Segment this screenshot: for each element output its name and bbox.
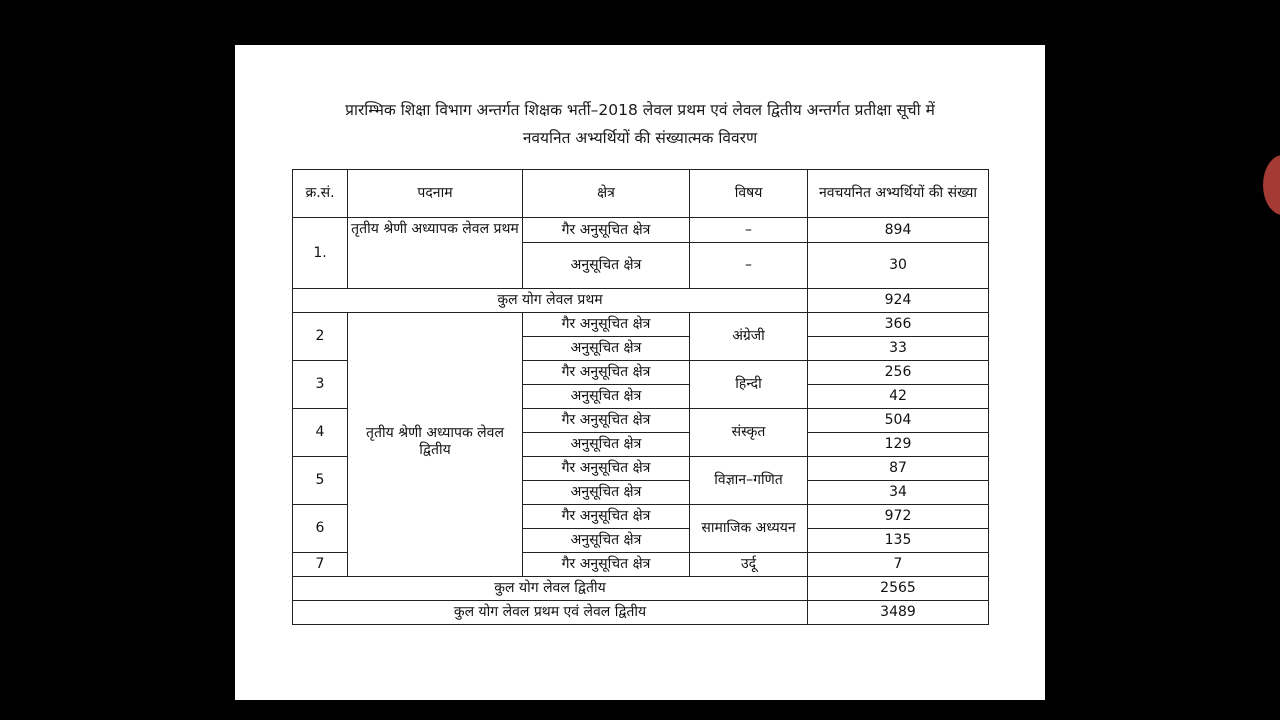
grand-total-value: 3489 — [808, 601, 989, 625]
subject-cell: विज्ञान–गणित — [690, 457, 808, 505]
table-row — [293, 313, 989, 337]
document-title-line2: नवयनित अभ्यर्थियों की संख्यात्मक विवरण — [522, 129, 758, 147]
area-cell: अनुसूचित क्षेत्र — [523, 385, 690, 409]
area-cell: अनुसूचित क्षेत्र — [523, 529, 690, 553]
total-label: कुल योग लेवल प्रथम — [293, 289, 808, 313]
serial-cell: 7 — [293, 553, 348, 577]
header-serial: क्र.सं. — [293, 170, 348, 218]
total-value: 924 — [808, 289, 989, 313]
count-cell: 256 — [808, 361, 989, 385]
count-cell: 33 — [808, 337, 989, 361]
subject-cell: हिन्दी — [690, 361, 808, 409]
count-cell: 7 — [808, 553, 989, 577]
count-cell: 504 — [808, 409, 989, 433]
selection-count-table — [292, 169, 989, 625]
level1-total-row — [293, 289, 989, 313]
header-post: पदनाम — [348, 170, 523, 218]
serial-cell: 4 — [293, 409, 348, 457]
table-row — [293, 218, 989, 243]
count-cell: 87 — [808, 457, 989, 481]
count-cell: 30 — [808, 243, 989, 289]
area-cell: अनुसूचित क्षेत्र — [523, 243, 690, 289]
area-cell: अनुसूचित क्षेत्र — [523, 337, 690, 361]
table-header-row — [293, 170, 989, 218]
area-cell: गैर अनुसूचित क्षेत्र — [523, 313, 690, 337]
total-value: 2565 — [808, 577, 989, 601]
subject-cell: उर्दू — [690, 553, 808, 577]
count-cell: 135 — [808, 529, 989, 553]
subject-cell: अंग्रेजी — [690, 313, 808, 361]
subject-cell: – — [690, 243, 808, 289]
document-title-line1: प्रारम्भिक शिक्षा विभाग अन्तर्गत शिक्षक भर्ती–2018 लेवल प्रथम एवं लेवल द्वितीय अन्तर्गत प्रतीक्षा सूची में — [345, 101, 935, 119]
grand-total-label: कुल योग लेवल प्रथम एवं लेवल द्वितीय — [293, 601, 808, 625]
serial-cell: 3 — [293, 361, 348, 409]
document-page — [235, 45, 1045, 700]
total-label: कुल योग लेवल द्वितीय — [293, 577, 808, 601]
post-cell: तृतीय श्रेणी अध्यापक लेवल द्वितीय — [348, 313, 523, 577]
serial-cell: 2 — [293, 313, 348, 361]
grand-total-row — [293, 601, 989, 625]
subject-cell: – — [690, 218, 808, 243]
level2-total-row — [293, 577, 989, 601]
red-circle-decoration — [1263, 155, 1280, 215]
count-cell: 34 — [808, 481, 989, 505]
area-cell: अनुसूचित क्षेत्र — [523, 433, 690, 457]
area-cell: गैर अनुसूचित क्षेत्र — [523, 505, 690, 529]
area-cell: अनुसूचित क्षेत्र — [523, 481, 690, 505]
area-cell: गैर अनुसूचित क्षेत्र — [523, 457, 690, 481]
area-cell: गैर अनुसूचित क्षेत्र — [523, 553, 690, 577]
serial-cell: 1. — [293, 218, 348, 289]
count-cell: 972 — [808, 505, 989, 529]
header-area: क्षेत्र — [523, 170, 690, 218]
subject-cell: संस्कृत — [690, 409, 808, 457]
area-cell: गैर अनुसूचित क्षेत्र — [523, 218, 690, 243]
serial-cell: 6 — [293, 505, 348, 553]
count-cell: 366 — [808, 313, 989, 337]
header-subject: विषय — [690, 170, 808, 218]
post-cell: तृतीय श्रेणी अध्यापक लेवल प्रथम — [348, 218, 523, 289]
area-cell: गैर अनुसूचित क्षेत्र — [523, 409, 690, 433]
header-count: नवचयनित अभ्यर्थियों की संख्या — [808, 170, 989, 218]
serial-cell: 5 — [293, 457, 348, 505]
subject-cell: सामाजिक अध्ययन — [690, 505, 808, 553]
count-cell: 894 — [808, 218, 989, 243]
area-cell: गैर अनुसूचित क्षेत्र — [523, 361, 690, 385]
count-cell: 129 — [808, 433, 989, 457]
count-cell: 42 — [808, 385, 989, 409]
